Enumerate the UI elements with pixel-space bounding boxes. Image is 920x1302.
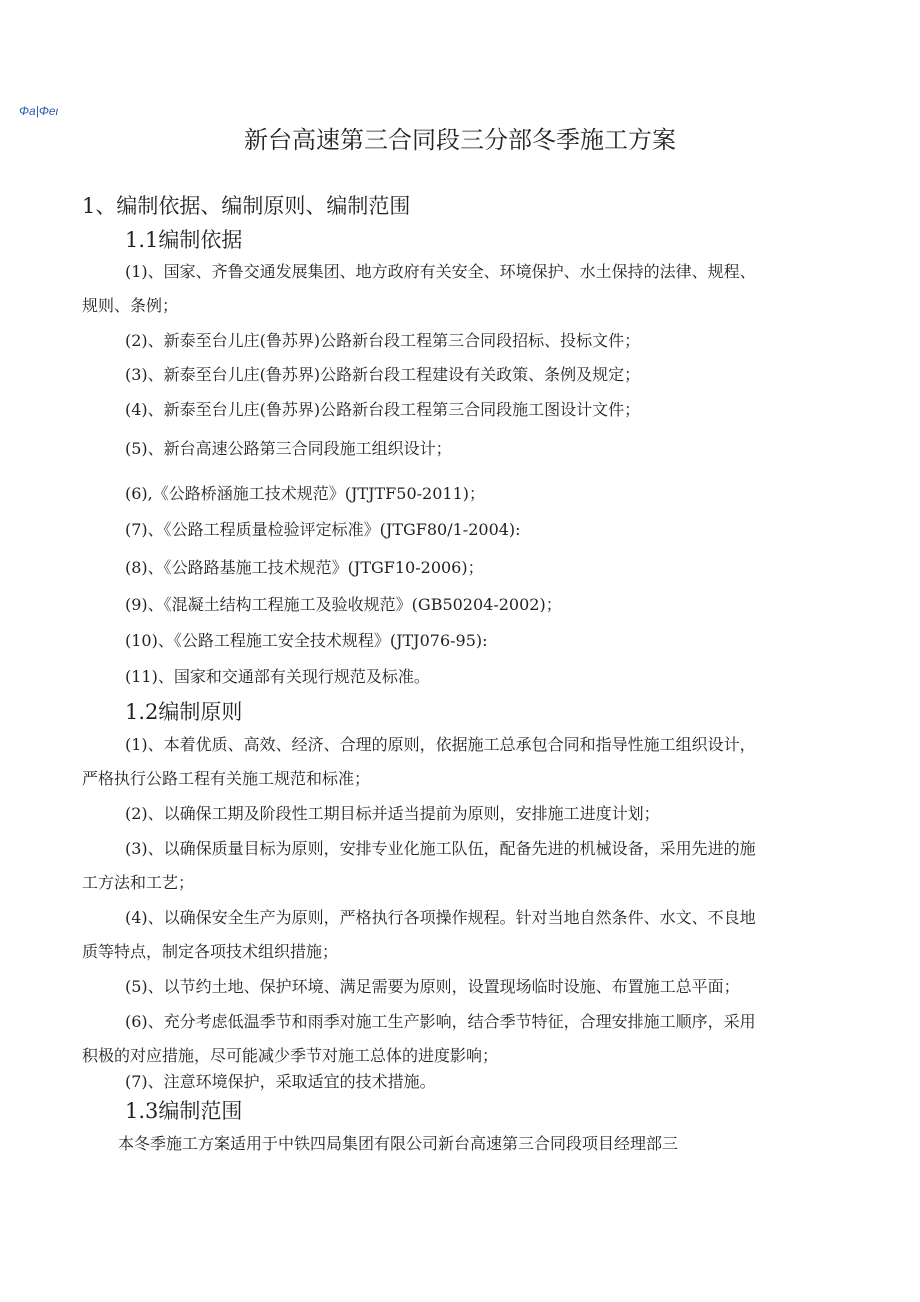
basis-item-7: (7)、《公路工程质量检验评定标准》(JTGF80/1-2004): xyxy=(125,520,521,539)
principle-item-3: (3)、以确保质量目标为原则，安排专业化施工队伍，配备先进的机械设备，采用先进的施 xyxy=(125,839,756,858)
header-logo-mark: Φa|Φeι xyxy=(19,104,59,118)
basis-item-2: (2)、新泰至台儿庄(鲁苏界)公路新台段工程第三合同段招标、投标文件； xyxy=(125,331,641,350)
scope-paragraph: 本冬季施工方案适用于中铁四局集团有限公司新台高速第三合同段项目经理部三 xyxy=(118,1134,679,1153)
principle-item-7: (7)、注意环境保护，采取适宜的技术措施。 xyxy=(125,1072,436,1091)
principle-item-3-cont: 工方法和工艺； xyxy=(82,873,195,892)
basis-item-1: (1)、国家、齐鲁交通发展集团、地方政府有关安全、环境保护、水土保持的法律、规程、 xyxy=(125,262,756,281)
basis-item-3: (3)、新泰至台儿庄(鲁苏界)公路新台段工程建设有关政策、条例及规定； xyxy=(125,365,641,384)
basis-item-8: (8)、《公路路基施工技术规范》(JTGF10-2006)； xyxy=(125,558,484,577)
section-1-3-heading: 1.3编制范围 xyxy=(125,1099,243,1123)
principle-item-6: (6)、充分考虑低温季节和雨季对施工生产影响，结合季节特征，合理安排施工顺序，采用 xyxy=(125,1012,756,1031)
principle-item-4-cont: 质等特点，制定各项技术组织措施； xyxy=(82,942,339,961)
section-1-heading: 1、编制依据、编制原则、编制范围 xyxy=(82,194,411,218)
principle-item-5: (5)、以节约土地、保护环境、满足需要为原则，设置现场临时设施、布置施工总平面； xyxy=(125,977,740,996)
basis-item-1-cont: 规则、条例； xyxy=(82,296,179,315)
principle-item-1-cont: 严格执行公路工程有关施工规范和标准； xyxy=(82,769,371,788)
principle-item-2: (2)、以确保工期及阶段性工期目标并适当提前为原则，安排施工进度计划； xyxy=(125,804,660,823)
principle-item-4: (4)、以确保安全生产为原则，严格执行各项操作规程。针对当地自然条件、水文、不良地 xyxy=(125,908,756,927)
section-1-1-heading: 1.1编制依据 xyxy=(125,228,243,252)
principle-item-1: (1)、本着优质、高效、经济、合理的原则，依据施工总承包合同和指导性施工组织设计， xyxy=(125,735,756,754)
section-1-2-heading: 1.2编制原则 xyxy=(125,700,243,724)
basis-item-11: (11)、国家和交通部有关现行规范及标准。 xyxy=(125,667,430,686)
basis-item-4: (4)、新泰至台儿庄(鲁苏界)公路新台段工程第三合同段施工图设计文件； xyxy=(125,400,641,419)
basis-item-5: (5)、新台高速公路第三合同段施工组织设计； xyxy=(125,439,452,458)
basis-item-10: (10)、《公路工程施工安全技术规程》(JTJ076-95): xyxy=(125,631,488,650)
basis-item-9: (9)、《混凝土结构工程施工及验收规范》(GB50204-2002)； xyxy=(125,595,562,614)
basis-item-6: (6),《公路桥涵施工技术规范》(JTJTF50-2011)； xyxy=(125,484,485,503)
principle-item-6-cont: 积极的对应措施，尽可能减少季节对施工总体的进度影响； xyxy=(82,1046,499,1065)
document-title: 新台高速第三合同段三分部冬季施工方案 xyxy=(244,126,676,154)
